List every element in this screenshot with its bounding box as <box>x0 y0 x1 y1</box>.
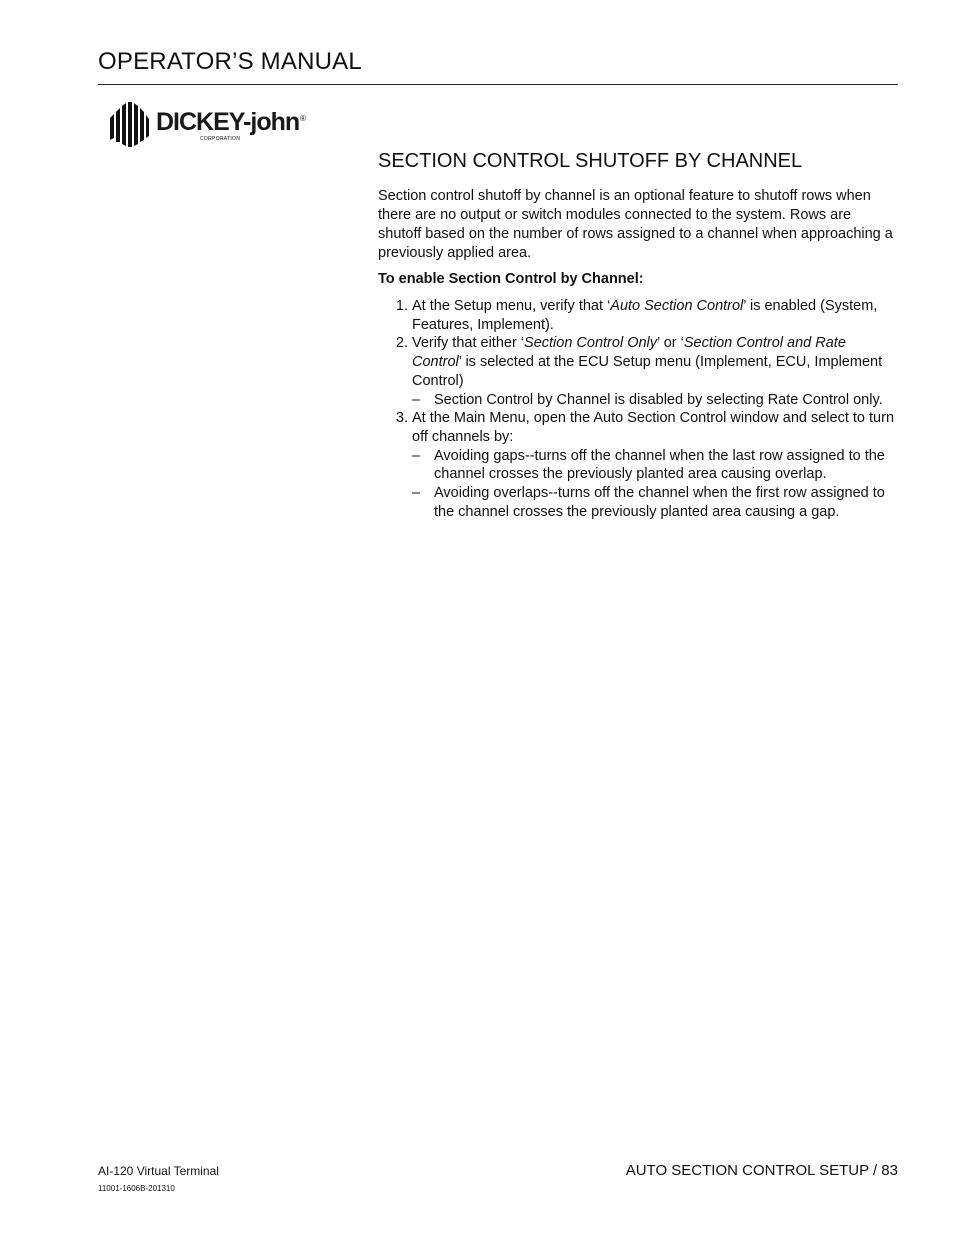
step-3-subitem-overlaps: – Avoiding overlaps--turns off the channel when the first row assigned to the channel crosses the previously planted area causing a gap. <box>412 484 898 521</box>
header-divider <box>98 84 898 85</box>
main-content <box>378 148 898 521</box>
step-2-sublist <box>412 391 898 410</box>
registered-mark: ® <box>300 114 306 123</box>
dickey-john-logo <box>96 96 352 152</box>
step-2-text-c: ’ or ‘ <box>657 335 684 352</box>
step-3-text: At the Main Menu, open the Auto Section Control window and select to turn off channels by: <box>412 410 895 445</box>
step-1-text-c: ’ is enabled (System, Features, Implement). <box>412 298 878 333</box>
step-2-italic-1: Section Control Only <box>524 335 658 352</box>
logo-mark-icon <box>108 100 150 148</box>
step-2-italic-2: Section Control and Rate Control <box>412 335 846 371</box>
step-1-text-a: At the Setup menu, verify that ‘ <box>412 298 611 314</box>
section-title: SECTION CONTROL SHUTOFF BY CHANNEL <box>378 150 803 172</box>
footer-page-label: AUTO SECTION CONTROL SETUP / 83 <box>625 1162 898 1179</box>
step-1 <box>412 297 898 334</box>
procedure-steps <box>378 297 898 521</box>
step-2-text-e: ’ is selected at the ECU Setup menu (Implement, ECU, Implement Control) <box>412 354 883 389</box>
step-1-italic: Auto Section Control <box>610 298 744 314</box>
manual-title: OPERATOR’S MANUAL <box>98 48 362 75</box>
intro-paragraph: Section control shutoff by channel is an optional feature to shutoff rows when there are no output or switch modules connected to the system. Rows are shutoff based on the number of rows assigned to a channel when approaching a previously applied area. <box>378 188 893 261</box>
step-3 <box>412 409 898 521</box>
step-2-text-a: Verify that either ‘ <box>412 335 525 352</box>
logo-corporation-text: CORPORATION <box>200 136 241 142</box>
logo-wordmark: DICKEY-john <box>156 108 300 136</box>
step-3-sublist <box>412 447 898 522</box>
step-2-subitem: – Section Control by Channel is disabled by selecting Rate Control only. <box>412 391 898 410</box>
footer-product-name: AI-120 Virtual Terminal <box>98 1164 219 1178</box>
step-3-subitem-gaps: – Avoiding gaps--turns off the channel when the last row assigned to the channel crosses the previously planted area causing overlap. <box>412 447 898 484</box>
footer-doc-code: 11001-1606B-201310 <box>98 1184 175 1193</box>
step-2 <box>412 334 898 409</box>
procedure-heading: To enable Section Control by Channel: <box>378 271 644 287</box>
